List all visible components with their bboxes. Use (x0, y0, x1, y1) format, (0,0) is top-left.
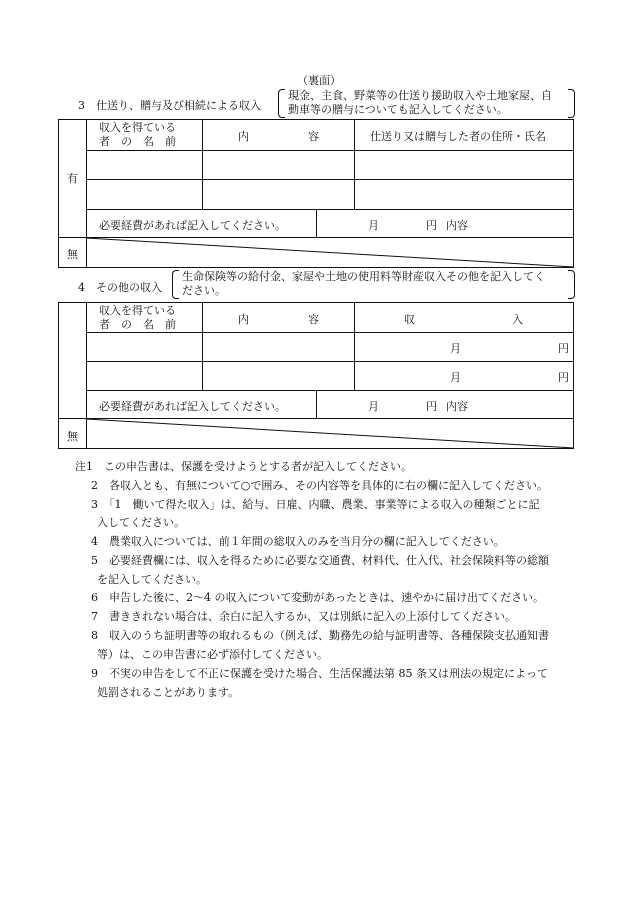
note-2: 2 各収入とも、有無について○で囲み、その内容等を具体的に右の欄に記入してください。 (91, 479, 549, 492)
note-3-cont: 入してください。 (97, 516, 185, 529)
section3-col-source-line1: 収入を得ている (99, 121, 176, 134)
section3-expense-text: 必要経費があれば記入してください。 (99, 219, 286, 232)
section3-expense-content: 内容 (446, 219, 468, 232)
section4-col-source-line1: 収入を得ている (99, 304, 176, 317)
section4-expense-yen: 円 (426, 400, 437, 413)
section3-no-diagonal (86, 237, 574, 268)
section4-row1-yen: 円 (558, 342, 569, 355)
section3-no-label: 無 (67, 248, 78, 261)
note-7: 7 書ききれない場合は、余白に記入するか、又は別紙に記入の上添付してください。 (91, 610, 516, 623)
section4-no-diagonal (86, 418, 574, 449)
section3-yes-label: 有 (67, 172, 78, 185)
section4-note (182, 270, 545, 298)
section4-col-source (99, 304, 176, 332)
section3-note (288, 89, 552, 117)
section4-col-income-a: 収 (404, 313, 415, 326)
section3-col-sender: 仕送り又は贈与した者の住所・氏名 (370, 130, 546, 143)
section3-expense-month: 月 (368, 219, 379, 232)
section3-expense-yen: 円 (426, 219, 437, 232)
section3-note-bracket-left (278, 89, 285, 118)
section4-note-bracket-left (172, 270, 179, 299)
section4-note-line1: 生命保険等の給付金、家屋や土地の使用料等財産収入その他を記入してく (182, 270, 545, 283)
section3-heading: 3 仕送り、贈与及び相続による収入 (78, 99, 261, 112)
note-3: 3 「1 働いて得た収入」は、給与、日雇、内職、農業、事業等による収入の種類ごとに記 (91, 498, 540, 511)
section4-row2-yen: 円 (558, 371, 569, 384)
section3-note-bracket-right (568, 89, 575, 118)
section3-col-content-b: 容 (308, 130, 319, 143)
note-5-cont: を記入してください。 (97, 573, 207, 586)
section3-col-source-line2: 者 の 名 前 (99, 135, 176, 148)
section4-col-content-a: 内 (238, 313, 249, 326)
note-9-cont: 処罰されることがあります。 (97, 686, 240, 699)
section4-col-source-line2: 者 の 名 前 (99, 318, 176, 331)
note-1: 注1 この申告書は、保護を受けようとする者が記入してください。 (75, 460, 412, 473)
section4-expense-text: 必要経費があれば記入してください。 (99, 400, 286, 413)
section4-no-label: 無 (67, 430, 78, 443)
section4-expense-content: 内容 (446, 400, 468, 413)
section4-heading: 4 その他の収入 (78, 281, 162, 294)
section3-note-line1: 現金、主食、野菜等の仕送り援助収入や土地家屋、自 (288, 89, 552, 102)
section3-note-line2: 動車等の贈与についても記入してください。 (288, 103, 508, 116)
section3-col-source (99, 121, 176, 149)
section4-expense-month: 月 (368, 400, 379, 413)
note-5: 5 必要経費欄には、収入を得るために必要な交通費、材料代、仕入代、社会保険料等の総額 (91, 554, 549, 567)
page-label: （裏面） (297, 74, 341, 87)
note-6: 6 申告した後に、2〜4 の収入について変動があったときは、速やかに届け出てください。 (91, 591, 545, 604)
section4-row1-month: 月 (450, 342, 461, 355)
note-8-cont: 等）は、この申告書に必ず添付してください。 (97, 648, 328, 661)
section3-col-content-a: 内 (238, 130, 249, 143)
section4-col-income-b: 入 (512, 313, 523, 326)
section4-note-bracket-right (568, 270, 575, 299)
section4-note-line2: ださい。 (182, 284, 226, 297)
note-8: 8 収入のうち証明書等の取れるもの（例えば、勤務先の給与証明書等、各種保険支払通知書 (91, 629, 549, 642)
section4-col-content-b: 容 (308, 313, 319, 326)
section4-row2-month: 月 (450, 371, 461, 384)
note-9: 9 不実の申告をして不正に保護を受けた場合、生活保護法第 85 条又は刑法の規定によって (91, 667, 548, 680)
note-4: 4 農業収入については、前１年間の総収入のみを当月分の欄に記入してください。 (91, 535, 505, 548)
